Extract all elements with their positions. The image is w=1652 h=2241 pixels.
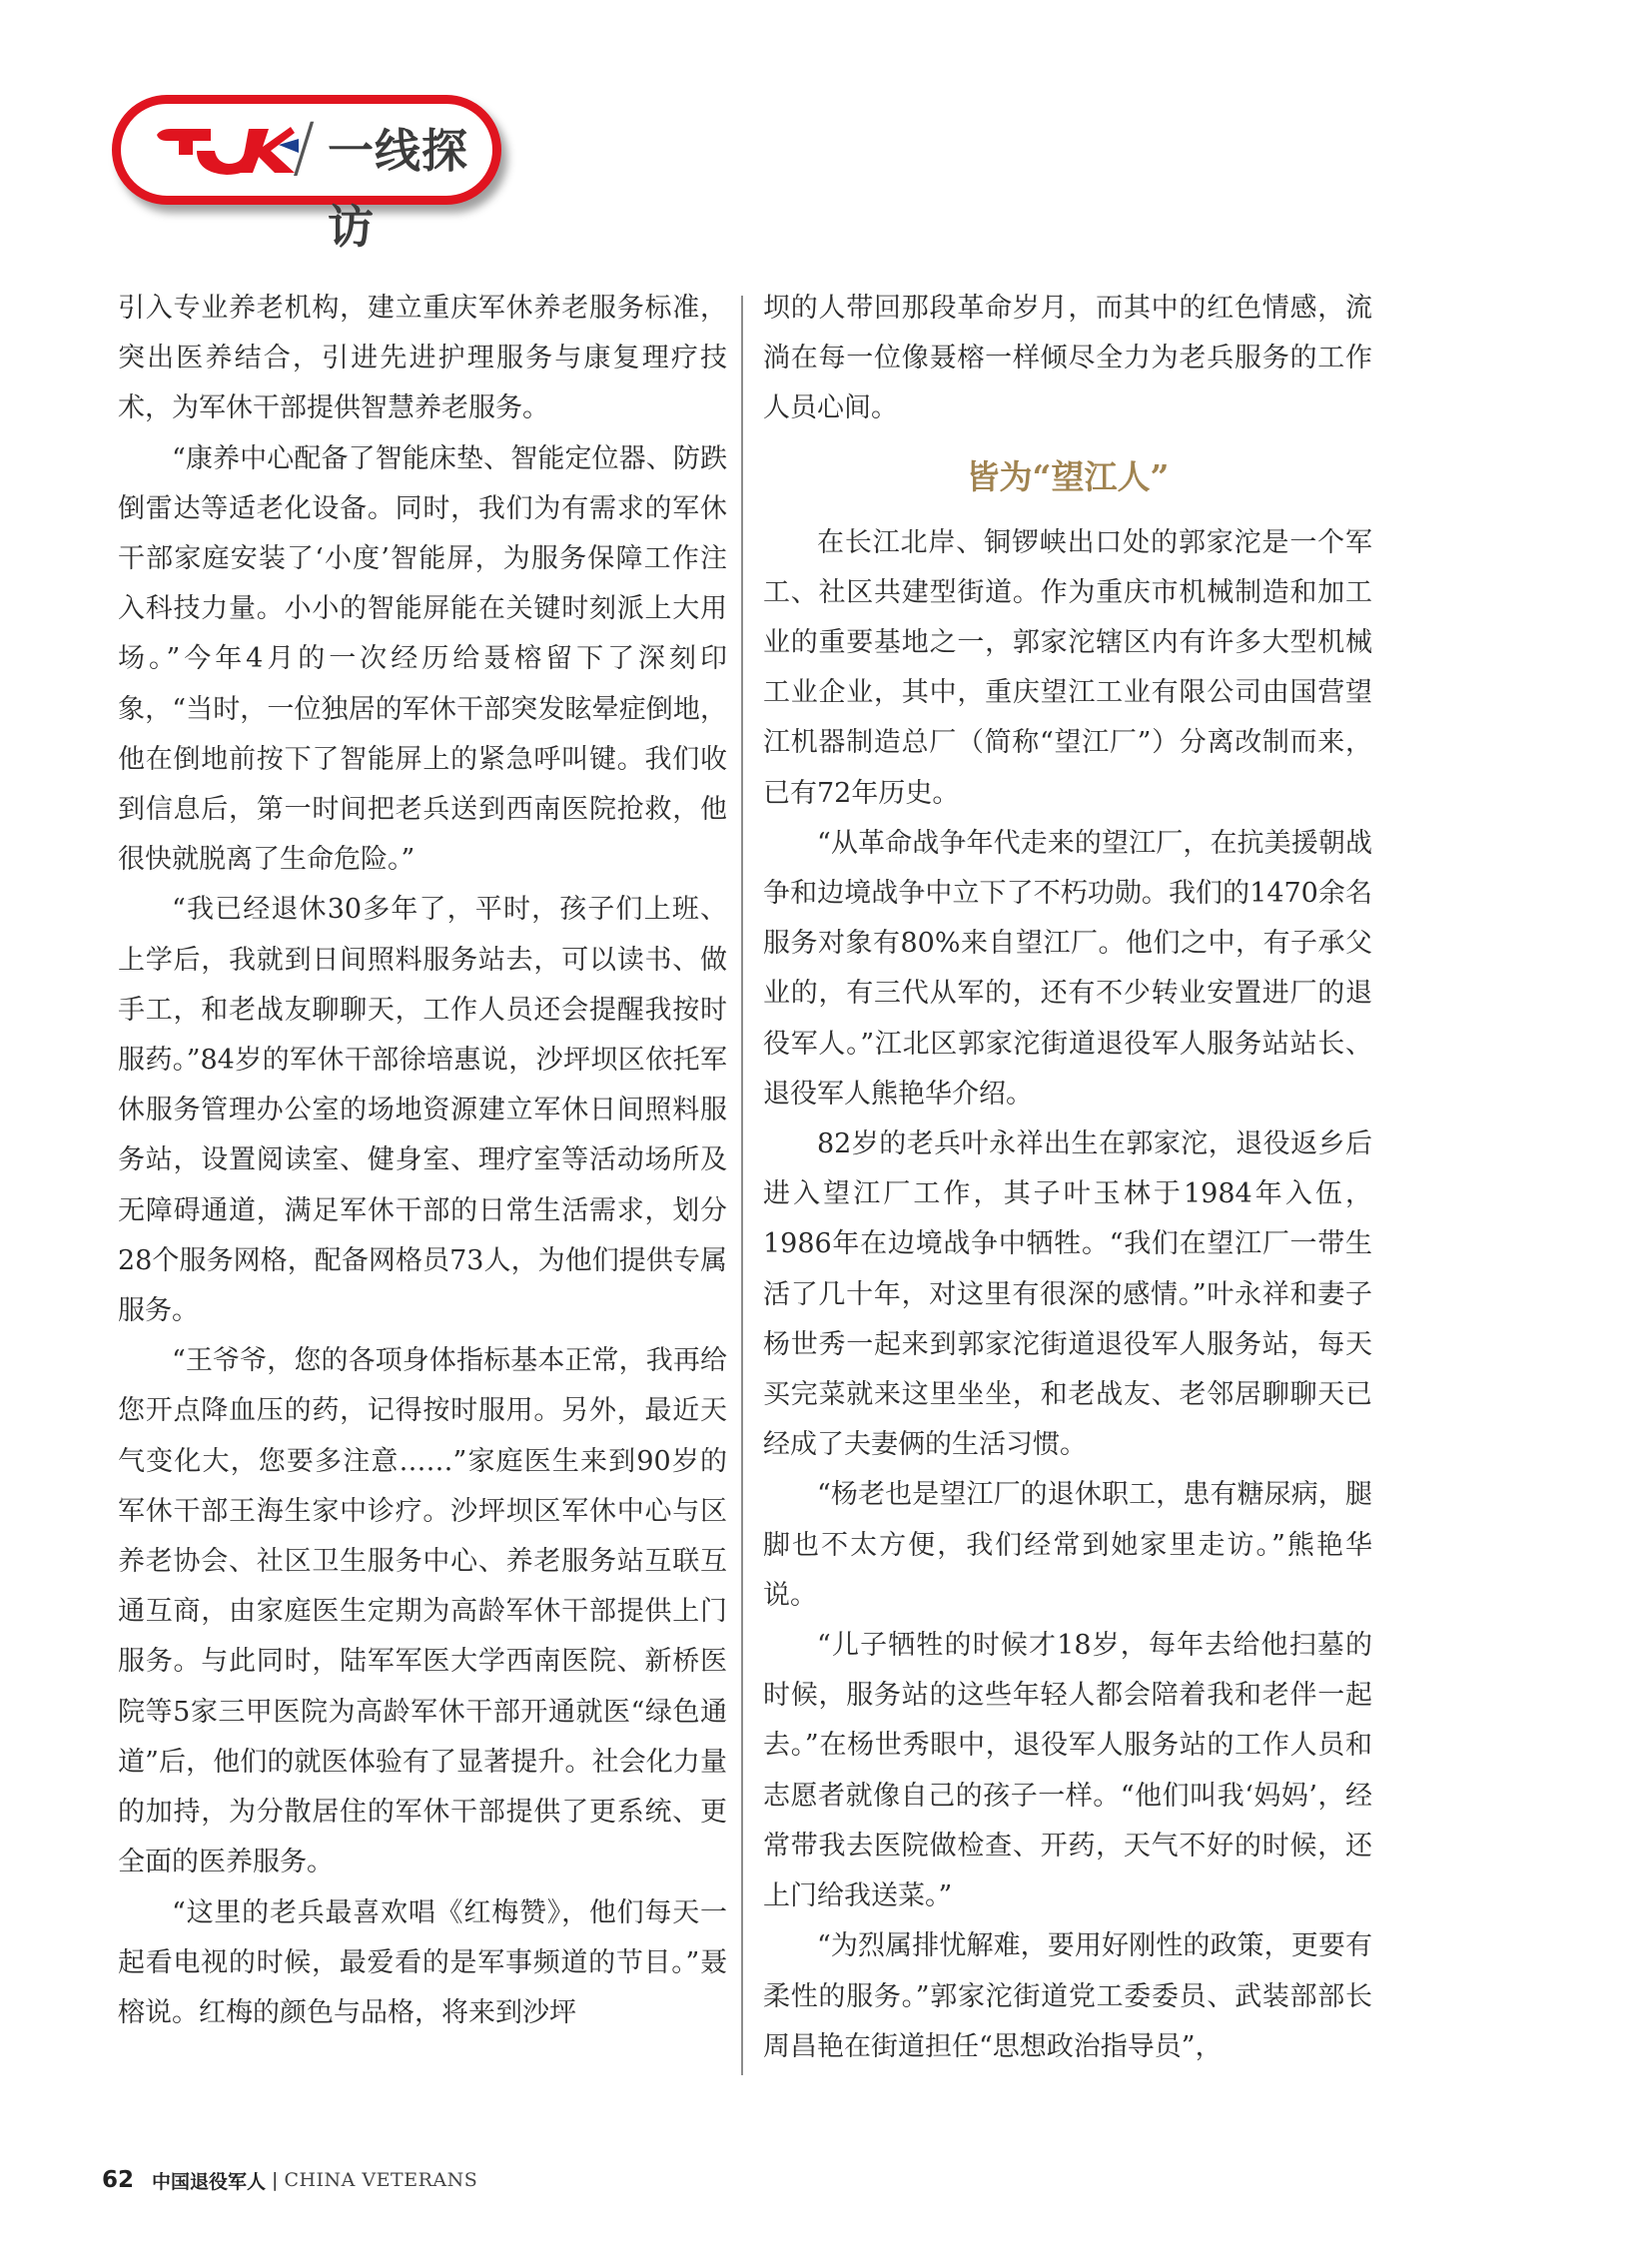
paragraph: “这里的老兵最喜欢唱《红梅赞》，他们每天一起看电视的时候，最爱看的是军事频道的节目。”聂榕说。红梅的颜色与品格，将来到沙坪 [118, 1896, 727, 2028]
paragraph: 坝的人带回那段革命岁月，而其中的红色情感，流淌在每一位像聂榕一样倾尽全力为老兵服务的工作人员心间。 [763, 293, 1372, 424]
paragraph: “为烈属排忧解难，要用好刚性的政策，更要有柔性的服务。”郭家沱街道党工委委员、武装部部长周昌艳在街道担任“思想政治指导员”， [763, 1930, 1372, 2062]
paragraph: “杨老也是望江厂的退休职工，患有糖尿病，腿脚也不太方便，我们经常到她家里走访。”熊艳华说。 [763, 1479, 1372, 1611]
paragraph: “康养中心配备了智能床垫、智能定位器、防跌倒雷达等适老化设备。同时，我们为有需求的军休干部家庭安装了‘小度’智能屏，为服务保障工作注入科技力量。小小的智能屏能在关键时刻派上大用场。”今年4月的一次经历给聂榕留下了深刻印象，“当时，一位独居的军休干部突发眩晕症倒地，他在倒地前按下了智能屏上的紧急呼叫键。我们收到信息后，第一时间把老兵送到西南医院抢救，他很快就脱离了生命危险。” [118, 442, 727, 876]
paragraph: 82岁的老兵叶永祥出生在郭家沱，退役返乡后进入望江厂工作，其子叶玉林于1984年入伍，1986年在边境战争中牺牲。“我们在望江厂一带生活了几十年，对这里有很深的感情。”叶永祥和妻子杨世秀一起来到郭家沱街道退役军人服务站，每天买完菜就来这里坐坐，和老战友、老邻居聊聊天已经成了夫妻俩的生活习惯。 [763, 1128, 1372, 1461]
paragraph: “从革命战争年代走来的望江厂，在抗美援朝战争和边境战争中立下了不朽功勋。我们的1470余名服务对象有80%来自望江厂。他们之中，有子承父业的，有三代从军的，还有不少转业安置进厂的退役军人。”江北区郭家沱街道退役军人服务站站长、退役军人熊艳华介绍。 [763, 827, 1372, 1110]
magazine-name: 中国退役军人 [152, 2170, 267, 2193]
section-badge [112, 95, 501, 254]
footer-separator: | [272, 2169, 279, 2191]
magazine-name-en: CHINA VETERANS [284, 2169, 478, 2191]
page-footer [102, 2163, 477, 2197]
subheading: 皆为“望江人” [966, 456, 1170, 496]
column-divider [741, 296, 743, 2075]
veterans-logo-icon [153, 121, 303, 181]
paragraph: “儿子牺牲的时候才18岁，每年去给他扫墓的时候，服务站的这些年轻人都会陪着我和老伴一起去。”在杨世秀眼中，退役军人服务站的工作人员和志愿者就像自己的孩子一样。“他们叫我‘妈妈’，经常带我去医院做检查、开药，天气不好的时候，还上门给我送菜。” [763, 1630, 1372, 1912]
paragraph: “我已经退休30多年了，平时，孩子们上班、上学后，我就到日间照料服务站去，可以读书、做手工，和老战友聊聊天，工作人员还会提醒我按时服药。”84岁的军休干部徐培惠说，沙坪坝区依托军休服务管理办公室的场地资源建立军休日间照料服务站，设置阅读室、健身室、理疗室等活动场所及无障碍通道，满足军休干部的日常生活需求，划分28个服务网格，配备网格员73人，为他们提供专属服务。 [118, 894, 727, 1327]
section-title: 一线探访 [328, 124, 468, 254]
badge-separator: / [293, 109, 316, 186]
paragraph: “王爷爷，您的各项身体指标基本正常，我再给您开点降血压的药，记得按时服用。另外，最近天气变化大，您要多注意……”家庭医生来到90岁的军休干部王海生家中诊疗。沙坪坝区军休中心与区养老协会、社区卫生服务中心、养老服务站互联互通互商，由家庭医生定期为高龄军休干部提供上门服务。与此同时，陆军军医大学西南医院、新桥医院等5家三甲医院为高龄军休干部开通就医“绿色通道”后，他们的就医体验有了显著提升。社会化力量的加持，为分散居住的军休干部提供了更系统、更全面的医养服务。 [118, 1345, 727, 1878]
page-number: 62 [102, 2167, 135, 2193]
paragraph: 在长江北岸、铜锣峡出口处的郭家沱是一个军工、社区共建型街道。作为重庆市机械制造和加工业的重要基地之一，郭家沱辖区内有许多大型机械工业企业，其中，重庆望江工业有限公司由国营望江机器制造总厂（简称“望江厂”）分离改制而来，已有72年历史。 [763, 526, 1372, 809]
right-column [763, 284, 1372, 2072]
paragraph: 引入专业养老机构，建立重庆军休养老服务标准，突出医养结合，引进先进护理服务与康复理疗技术，为军休干部提供智慧养老服务。 [118, 293, 727, 424]
left-column [118, 284, 727, 2038]
